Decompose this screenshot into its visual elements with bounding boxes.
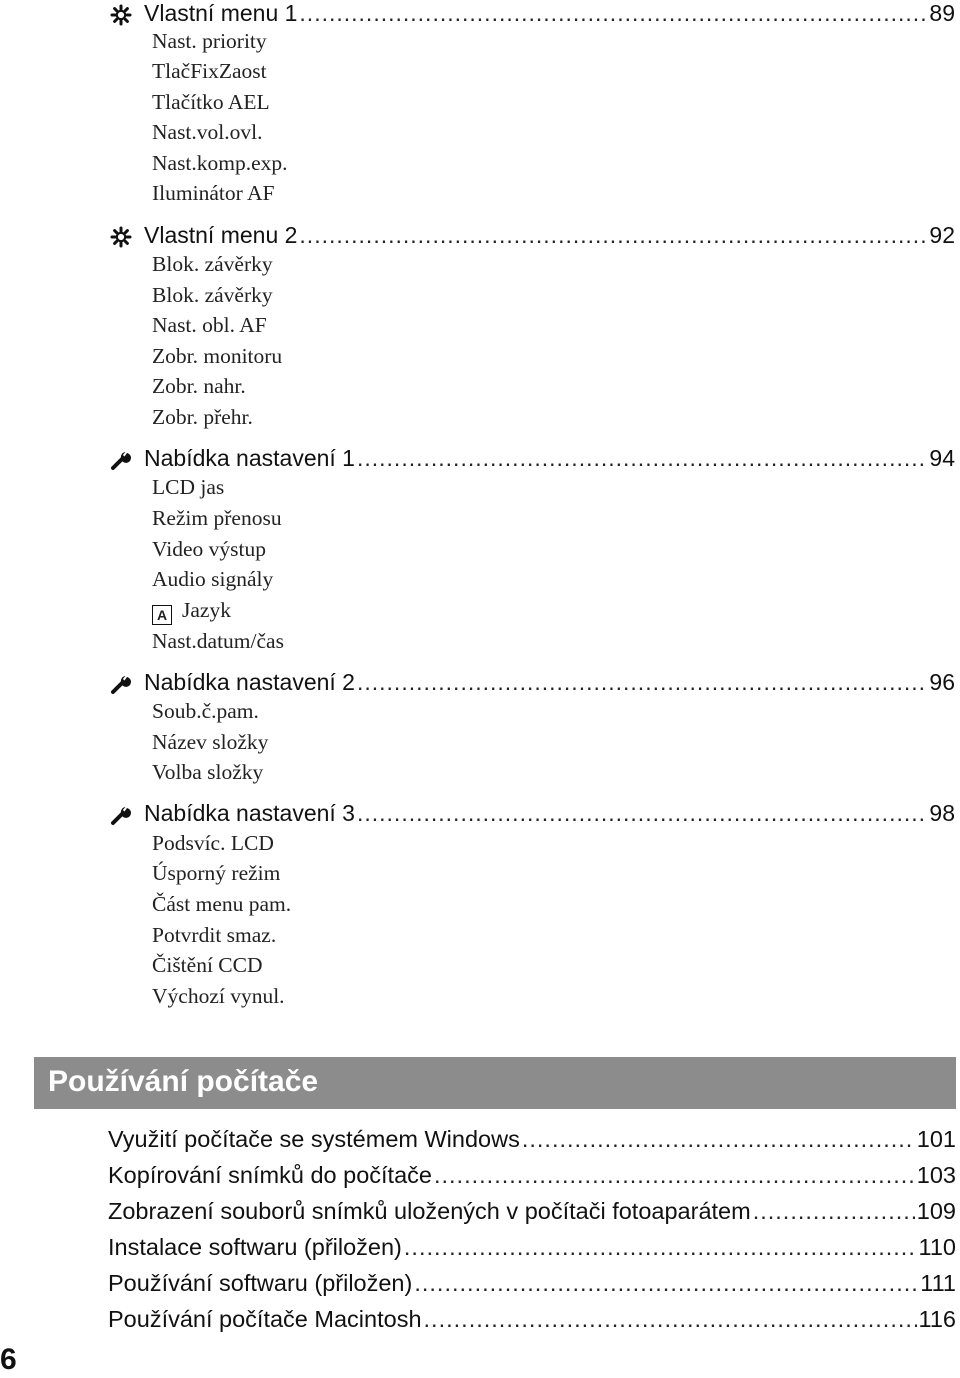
- toc-entry[interactable]: [108, 1198, 956, 1230]
- toc-heading-label: Vlastní menu 1: [144, 0, 298, 26]
- toc-subitem: Tlačítko AEL: [152, 90, 270, 114]
- toc-subitem: Nast. obl. AF: [152, 313, 267, 337]
- toc-subitem: Nast.vol.ovl.: [152, 120, 263, 144]
- toc-heading-label: Nabídka nastavení 1: [144, 445, 355, 471]
- toc-subitem: Soub.č.pam.: [152, 699, 259, 723]
- wrench-icon: [110, 804, 134, 826]
- dot-leader: [414, 1270, 918, 1297]
- toc-heading-label: Nabídka nastavení 3: [144, 800, 355, 826]
- toc-heading-vlastni-menu-1[interactable]: [110, 0, 955, 30]
- toc-subitem: Blok. závěrky: [152, 283, 273, 307]
- dot-leader: [522, 1126, 915, 1153]
- toc-subitem: Část menu pam.: [152, 892, 292, 916]
- section-header-bar: [34, 1057, 956, 1109]
- toc-entry-label: Používání počítače Macintosh: [108, 1306, 422, 1332]
- toc-page-number: 92: [929, 222, 955, 248]
- toc-subitem: Audio signály: [152, 567, 274, 591]
- toc-subitem: TlačFixZaost: [152, 59, 267, 83]
- toc-entry-label: Instalace softwaru (přiložen): [108, 1234, 402, 1260]
- dot-leader: [299, 222, 927, 249]
- toc-subitem: Výchozí vynul.: [152, 984, 285, 1008]
- toc-page-number: 98: [929, 800, 955, 826]
- toc-entry[interactable]: [108, 1234, 956, 1266]
- dot-leader: [424, 1306, 917, 1333]
- dot-leader: [357, 669, 927, 696]
- page-number: 6: [0, 1343, 17, 1376]
- toc-page-number: 94: [929, 445, 955, 471]
- dot-leader: [753, 1198, 915, 1225]
- toc-subitem: Nast. priority: [152, 29, 267, 53]
- toc-heading-label: Vlastní menu 2: [144, 222, 298, 248]
- toc-heading-nabidka-nastaveni-1[interactable]: [110, 445, 955, 475]
- toc-subitem: Úsporný režim: [152, 861, 281, 885]
- toc-page-number: 101: [916, 1126, 956, 1152]
- toc-heading-nabidka-nastaveni-2[interactable]: [110, 669, 955, 699]
- toc-subitem: Název složky: [152, 730, 269, 754]
- toc-page-number: 89: [929, 0, 955, 26]
- toc-subitem: Nast.datum/čas: [152, 629, 284, 653]
- toc-page-number: 110: [918, 1234, 956, 1260]
- toc-subitem: Zobr. přehr.: [152, 405, 253, 429]
- toc-page-number: 96: [929, 669, 955, 695]
- language-icon: A: [152, 605, 172, 625]
- toc-page-number: 109: [916, 1198, 956, 1224]
- toc-entry-label: Používání softwaru (přiložen): [108, 1270, 413, 1296]
- toc-heading-nabidka-nastaveni-3[interactable]: [110, 800, 955, 830]
- dot-leader: [434, 1162, 915, 1189]
- wrench-icon: [110, 673, 134, 695]
- toc-subitem: Potvrdit smaz.: [152, 923, 277, 947]
- toc-entry[interactable]: [108, 1126, 956, 1158]
- toc-subitem-label: Jazyk: [182, 598, 231, 622]
- toc-entry-label: Kopírování snímků do počítače: [108, 1162, 432, 1188]
- toc-page-number: 116: [918, 1306, 956, 1332]
- dot-leader: [404, 1234, 917, 1261]
- toc-page-number: 103: [916, 1162, 956, 1188]
- toc-subitem: Zobr. nahr.: [152, 374, 246, 398]
- gear-icon: [110, 4, 134, 26]
- toc-subitem-language: [152, 598, 231, 625]
- toc-subitem: LCD jas: [152, 475, 225, 499]
- toc-subitem: Iluminátor AF: [152, 181, 275, 205]
- toc-heading-vlastni-menu-2[interactable]: [110, 222, 955, 252]
- toc-entry[interactable]: [108, 1306, 956, 1338]
- toc-heading-label: Nabídka nastavení 2: [144, 669, 355, 695]
- toc-subitem: Režim přenosu: [152, 506, 282, 530]
- dot-leader: [299, 0, 927, 27]
- dot-leader: [357, 800, 927, 827]
- toc-subitem: Volba složky: [152, 760, 264, 784]
- dot-leader: [357, 445, 927, 472]
- toc-subitem: Zobr. monitoru: [152, 344, 283, 368]
- toc-entry[interactable]: [108, 1270, 956, 1302]
- wrench-icon: [110, 449, 134, 471]
- toc-subitem: Čištění CCD: [152, 953, 263, 977]
- gear-icon: [110, 226, 134, 248]
- toc-page-number: 111: [920, 1270, 956, 1296]
- toc-subitem: Blok. závěrky: [152, 252, 273, 276]
- toc-entry-label: Zobrazení souborů snímků uložených v počítači fotoaparátem: [108, 1198, 751, 1224]
- toc-entry[interactable]: [108, 1162, 956, 1194]
- section-title: Používání počítače: [48, 1065, 319, 1098]
- toc-subitem: Nast.komp.exp.: [152, 151, 288, 175]
- toc-subitem: Podsvíc. LCD: [152, 831, 274, 855]
- toc-entry-label: Využití počítače se systémem Windows: [108, 1126, 520, 1152]
- toc-subitem: Video výstup: [152, 537, 266, 561]
